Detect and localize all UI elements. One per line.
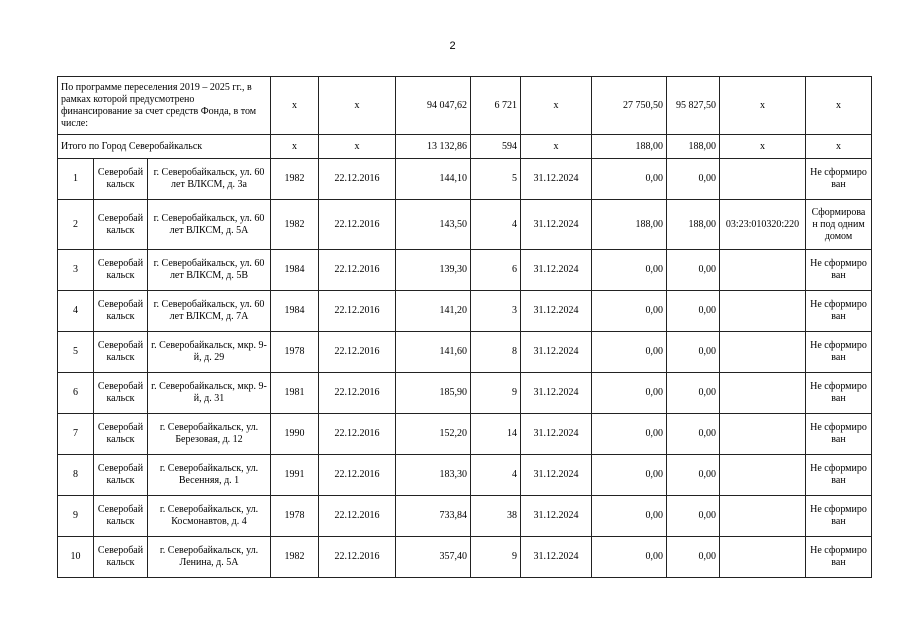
row-people: 4	[471, 200, 521, 250]
table-row	[58, 414, 872, 455]
row-cost-1: 0,00	[592, 373, 667, 414]
row-area: 144,10	[396, 159, 471, 200]
page-number: 2	[449, 40, 456, 52]
row-city: Северобайкальск	[94, 159, 148, 200]
row-address: г. Северобайкальск, мкр. 9-й, д. 29	[148, 332, 271, 373]
row-status: Не сформирован	[806, 455, 872, 496]
row-cost-1: 0,00	[592, 455, 667, 496]
summary-date: х	[319, 77, 396, 135]
row-people: 9	[471, 537, 521, 578]
row-cost-2: 0,00	[667, 537, 720, 578]
row-date: 22.12.2016	[319, 373, 396, 414]
summary-row	[58, 77, 872, 135]
summary-plan-date: х	[521, 77, 592, 135]
row-area: 152,20	[396, 414, 471, 455]
row-date: 22.12.2016	[319, 537, 396, 578]
row-area: 183,30	[396, 455, 471, 496]
table-row	[58, 455, 872, 496]
summary-people: 6 721	[471, 77, 521, 135]
row-area: 141,20	[396, 291, 471, 332]
row-city: Северобайкальск	[94, 496, 148, 537]
row-cost-1: 0,00	[592, 496, 667, 537]
summary-cost-1: 27 750,50	[592, 77, 667, 135]
row-address: г. Северобайкальск, ул. Космонавтов, д. 4	[148, 496, 271, 537]
row-number: 3	[58, 250, 94, 291]
row-plan-date: 31.12.2024	[521, 537, 592, 578]
row-status: Сформирован под одним домом	[806, 200, 872, 250]
row-city: Северобайкальск	[94, 537, 148, 578]
row-date: 22.12.2016	[319, 250, 396, 291]
row-date: 22.12.2016	[319, 332, 396, 373]
row-cadastral	[720, 537, 806, 578]
total-cost-1: 188,00	[592, 135, 667, 159]
total-cost-2: 188,00	[667, 135, 720, 159]
row-date: 22.12.2016	[319, 455, 396, 496]
row-year: 1990	[271, 414, 319, 455]
row-cost-2: 0,00	[667, 373, 720, 414]
row-plan-date: 31.12.2024	[521, 159, 592, 200]
row-status: Не сформирован	[806, 159, 872, 200]
total-label: Итого по Город Северобайкальск	[58, 135, 271, 159]
row-number: 8	[58, 455, 94, 496]
row-cost-1: 0,00	[592, 159, 667, 200]
summary-area: 94 047,62	[396, 77, 471, 135]
row-year: 1991	[271, 455, 319, 496]
row-cost-2: 0,00	[667, 250, 720, 291]
row-number: 4	[58, 291, 94, 332]
row-cost-2: 0,00	[667, 496, 720, 537]
row-date: 22.12.2016	[319, 200, 396, 250]
row-cadastral	[720, 373, 806, 414]
row-cadastral	[720, 414, 806, 455]
row-plan-date: 31.12.2024	[521, 200, 592, 250]
table-row	[58, 291, 872, 332]
row-city: Северобайкальск	[94, 200, 148, 250]
row-address: г. Северобайкальск, ул. 60 лет ВЛКСМ, д. 5А	[148, 200, 271, 250]
row-city: Северобайкальск	[94, 414, 148, 455]
row-number: 10	[58, 537, 94, 578]
row-address: г. Северобайкальск, ул. 60 лет ВЛКСМ, д. 3а	[148, 159, 271, 200]
summary-status: х	[806, 77, 872, 135]
summary-cadastral: х	[720, 77, 806, 135]
row-number: 9	[58, 496, 94, 537]
row-city: Северобайкальск	[94, 455, 148, 496]
row-area: 139,30	[396, 250, 471, 291]
row-year: 1981	[271, 373, 319, 414]
row-cost-1: 0,00	[592, 537, 667, 578]
total-cadastral: х	[720, 135, 806, 159]
row-plan-date: 31.12.2024	[521, 291, 592, 332]
table-row	[58, 373, 872, 414]
table-row	[58, 250, 872, 291]
row-cost-1: 188,00	[592, 200, 667, 250]
row-cost-2: 0,00	[667, 455, 720, 496]
row-year: 1978	[271, 332, 319, 373]
row-area: 141,60	[396, 332, 471, 373]
row-city: Северобайкальск	[94, 250, 148, 291]
row-cost-2: 0,00	[667, 414, 720, 455]
total-area: 13 132,86	[396, 135, 471, 159]
row-status: Не сформирован	[806, 414, 872, 455]
row-city: Северобайкальск	[94, 332, 148, 373]
total-people: 594	[471, 135, 521, 159]
row-plan-date: 31.12.2024	[521, 250, 592, 291]
row-date: 22.12.2016	[319, 291, 396, 332]
row-cost-1: 0,00	[592, 414, 667, 455]
row-address: г. Северобайкальск, ул. 60 лет ВЛКСМ, д. 7А	[148, 291, 271, 332]
row-cost-1: 0,00	[592, 250, 667, 291]
row-area: 143,50	[396, 200, 471, 250]
row-address: г. Северобайкальск, ул. Березовая, д. 12	[148, 414, 271, 455]
row-people: 8	[471, 332, 521, 373]
row-plan-date: 31.12.2024	[521, 414, 592, 455]
row-status: Не сформирован	[806, 496, 872, 537]
row-address: г. Северобайкальск, ул. Весенняя, д. 1	[148, 455, 271, 496]
row-status: Не сформирован	[806, 537, 872, 578]
row-cadastral	[720, 455, 806, 496]
total-row	[58, 135, 872, 159]
row-city: Северобайкальск	[94, 291, 148, 332]
row-cadastral	[720, 496, 806, 537]
row-people: 14	[471, 414, 521, 455]
row-people: 4	[471, 455, 521, 496]
row-plan-date: 31.12.2024	[521, 496, 592, 537]
row-plan-date: 31.12.2024	[521, 332, 592, 373]
row-address: г. Северобайкальск, ул. 60 лет ВЛКСМ, д. 5В	[148, 250, 271, 291]
row-cadastral	[720, 159, 806, 200]
row-status: Не сформирован	[806, 250, 872, 291]
row-status: Не сформирован	[806, 332, 872, 373]
row-date: 22.12.2016	[319, 159, 396, 200]
row-area: 185,90	[396, 373, 471, 414]
row-address: г. Северобайкальск, мкр. 9-й, д. 31	[148, 373, 271, 414]
row-year: 1982	[271, 159, 319, 200]
row-cost-1: 0,00	[592, 291, 667, 332]
summary-year: х	[271, 77, 319, 135]
row-year: 1982	[271, 200, 319, 250]
row-cadastral: 03:23:010320:220	[720, 200, 806, 250]
total-date: х	[319, 135, 396, 159]
row-plan-date: 31.12.2024	[521, 373, 592, 414]
row-date: 22.12.2016	[319, 496, 396, 537]
row-year: 1982	[271, 537, 319, 578]
row-status: Не сформирован	[806, 373, 872, 414]
row-people: 38	[471, 496, 521, 537]
row-number: 6	[58, 373, 94, 414]
row-people: 6	[471, 250, 521, 291]
summary-cost-2: 95 827,50	[667, 77, 720, 135]
total-year: х	[271, 135, 319, 159]
row-number: 2	[58, 200, 94, 250]
total-plan-date: х	[521, 135, 592, 159]
resettlement-table	[57, 76, 872, 578]
row-cost-2: 0,00	[667, 332, 720, 373]
row-year: 1984	[271, 250, 319, 291]
row-people: 9	[471, 373, 521, 414]
row-area: 357,40	[396, 537, 471, 578]
row-cadastral	[720, 332, 806, 373]
row-number: 7	[58, 414, 94, 455]
total-status: х	[806, 135, 872, 159]
row-people: 3	[471, 291, 521, 332]
table-row	[58, 159, 872, 200]
row-cost-1: 0,00	[592, 332, 667, 373]
row-date: 22.12.2016	[319, 414, 396, 455]
row-area: 733,84	[396, 496, 471, 537]
row-city: Северобайкальск	[94, 373, 148, 414]
row-number: 5	[58, 332, 94, 373]
row-plan-date: 31.12.2024	[521, 455, 592, 496]
table-row	[58, 200, 872, 250]
summary-label: По программе переселения 2019 – 2025 гг., в рамках которой предусмотрено финансирование за счет средств Фонда, в том числе:	[58, 77, 271, 135]
row-year: 1984	[271, 291, 319, 332]
row-number: 1	[58, 159, 94, 200]
row-cost-2: 188,00	[667, 200, 720, 250]
row-status: Не сформирован	[806, 291, 872, 332]
row-cadastral	[720, 291, 806, 332]
row-address: г. Северобайкальск, ул. Ленина, д. 5А	[148, 537, 271, 578]
row-year: 1978	[271, 496, 319, 537]
row-cost-2: 0,00	[667, 159, 720, 200]
table-row	[58, 496, 872, 537]
table-row	[58, 537, 872, 578]
table-row	[58, 332, 872, 373]
row-cadastral	[720, 250, 806, 291]
row-people: 5	[471, 159, 521, 200]
row-cost-2: 0,00	[667, 291, 720, 332]
